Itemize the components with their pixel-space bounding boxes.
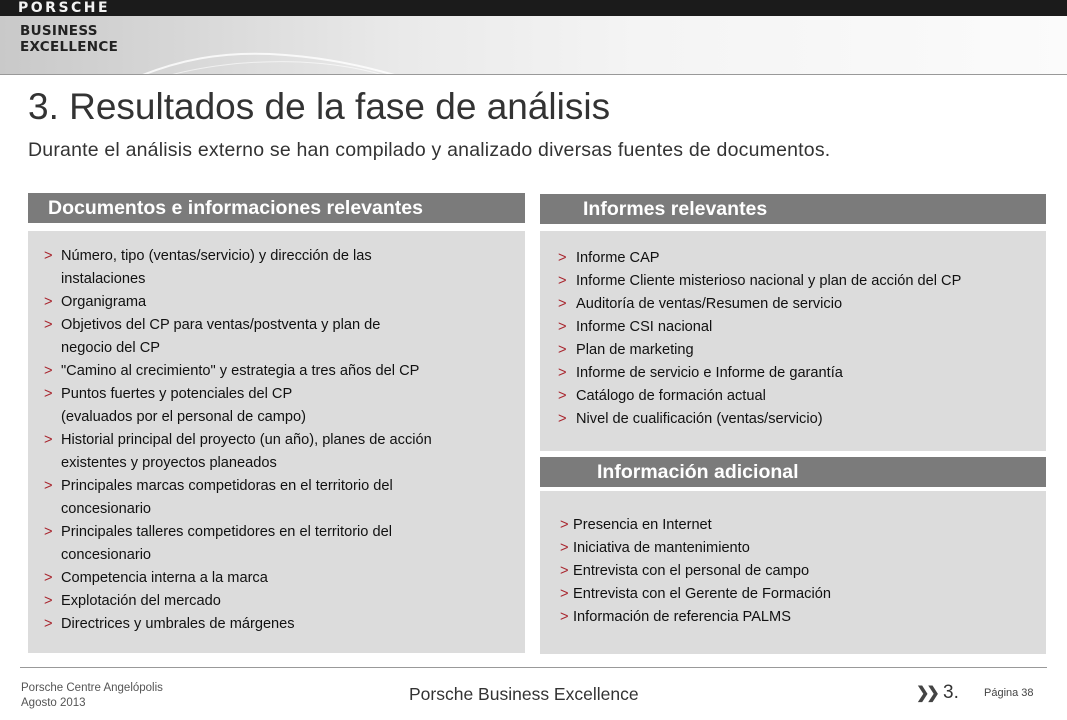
- bullet-marker-icon: >: [558, 319, 567, 335]
- list-item-text: Catálogo de formación actual: [576, 388, 766, 404]
- list-item: [560, 560, 1046, 583]
- list-item-text: Entrevista con el Gerente de Formación: [573, 586, 831, 602]
- list-item: [44, 590, 525, 613]
- list-item-text: Información de referencia PALMS: [573, 609, 791, 625]
- list-item-text: instalaciones: [61, 271, 146, 287]
- list-item-text: Puntos fuertes y potenciales del CP: [61, 386, 293, 402]
- documents-panel: [28, 231, 525, 653]
- reports-list: [558, 247, 1046, 431]
- bullet-marker-icon: >: [560, 563, 569, 579]
- bullet-marker-icon: >: [44, 570, 53, 586]
- footer-title: Porsche Business Excellence: [409, 684, 639, 704]
- list-item: [44, 314, 525, 360]
- list-item-text: Entrevista con el personal de campo: [573, 563, 810, 579]
- list-item: [560, 537, 1046, 560]
- bullet-marker-icon: >: [44, 363, 53, 379]
- list-item: [44, 245, 525, 291]
- list-item: [558, 385, 1046, 408]
- header-divider: [0, 74, 1067, 75]
- list-item: [558, 247, 1046, 270]
- bullet-marker-icon: >: [558, 342, 567, 358]
- list-item: [44, 291, 525, 314]
- list-item-text: Informe CAP: [576, 250, 660, 266]
- top-bar: [0, 0, 1067, 16]
- list-item-text: Informe CSI nacional: [576, 319, 713, 335]
- bullet-marker-icon: >: [44, 478, 53, 494]
- bullet-marker-icon: >: [44, 386, 53, 402]
- list-item-text: Principales talleres competidores en el territorio del: [61, 524, 392, 540]
- list-item-text: Historial principal del proyecto (un año), planes de acción: [61, 432, 432, 448]
- list-item-text: Informe Cliente misterioso nacional y plan de acción del CP: [576, 273, 962, 289]
- list-item-text: Número, tipo (ventas/servicio) y dirección de las: [61, 248, 372, 264]
- list-item-text: negocio del CP: [61, 340, 160, 356]
- double-chevron-icon: ❯❯: [916, 685, 937, 702]
- list-item: [558, 339, 1046, 362]
- bullet-marker-icon: >: [44, 294, 53, 310]
- list-item: [558, 293, 1046, 316]
- business-label-line1: BUSINESS: [20, 23, 98, 39]
- list-item-text: Principales marcas competidoras en el territorio del: [61, 478, 393, 494]
- footer-date: Agosto 2013: [21, 697, 86, 709]
- additional-info-panel-title: Información adicional: [540, 457, 1046, 487]
- list-item: [558, 408, 1046, 431]
- list-item-text: Plan de marketing: [576, 342, 694, 358]
- bullet-marker-icon: >: [560, 517, 569, 533]
- list-item-text: Auditoría de ventas/Resumen de servicio: [576, 296, 843, 312]
- list-item: [44, 429, 525, 475]
- bullet-marker-icon: >: [558, 365, 567, 381]
- page-subtitle: Durante el análisis externo se han compilado y analizado diversas fuentes de documentos.: [28, 139, 831, 161]
- bullet-marker-icon: >: [558, 273, 567, 289]
- footer-page-number: Página 38: [984, 687, 1034, 699]
- list-item: [44, 360, 525, 383]
- list-item: [558, 316, 1046, 339]
- reports-panel-title: Informes relevantes: [540, 194, 1046, 224]
- list-item-text: Competencia interna a la marca: [61, 570, 268, 586]
- business-label-line2: EXCELLENCE: [20, 39, 119, 55]
- bullet-marker-icon: >: [558, 250, 567, 266]
- list-item: [558, 270, 1046, 293]
- list-item-text: Organigrama: [61, 294, 147, 310]
- bullet-marker-icon: >: [44, 524, 53, 540]
- list-item: [44, 567, 525, 590]
- list-item-text: Iniciativa de mantenimiento: [573, 540, 750, 556]
- footer-section-number: 3.: [943, 682, 959, 703]
- list-item: [560, 583, 1046, 606]
- list-item-text: Objetivos del CP para ventas/postventa y plan de: [61, 317, 381, 333]
- bullet-marker-icon: >: [44, 248, 53, 264]
- additional-info-list: [560, 514, 1046, 629]
- list-item: [44, 521, 525, 567]
- bullet-marker-icon: >: [558, 411, 567, 427]
- bullet-marker-icon: >: [558, 296, 567, 312]
- list-item-text: concesionario: [61, 547, 152, 563]
- list-item: [558, 362, 1046, 385]
- brand-strip: [0, 16, 1067, 74]
- page-title: 3. Resultados de la fase de análisis: [28, 86, 611, 127]
- list-item-text: Presencia en Internet: [573, 517, 712, 533]
- list-item: [44, 383, 525, 429]
- footer-divider: [20, 667, 1047, 668]
- porsche-logo: PORSCHE: [18, 0, 111, 16]
- list-item-text: (evaluados por el personal de campo): [61, 409, 306, 425]
- footer-left: [21, 681, 163, 711]
- bullet-marker-icon: >: [44, 616, 53, 632]
- documents-list: [44, 245, 525, 636]
- list-item: [560, 514, 1046, 537]
- bullet-marker-icon: >: [44, 317, 53, 333]
- documents-panel-title: Documentos e informaciones relevantes: [28, 193, 525, 223]
- list-item-text: Explotación del mercado: [61, 593, 221, 609]
- bullet-marker-icon: >: [558, 388, 567, 404]
- bullet-marker-icon: >: [560, 609, 569, 625]
- bullet-marker-icon: >: [560, 540, 569, 556]
- list-item: [44, 475, 525, 521]
- list-item-text: Directrices y umbrales de márgenes: [61, 616, 295, 632]
- list-item-text: "Camino al crecimiento" y estrategia a tres años del CP: [61, 363, 420, 379]
- footer-dealer: Porsche Centre Angelópolis: [21, 682, 163, 694]
- list-item-text: Informe de servicio e Informe de garantía: [576, 365, 843, 381]
- list-item-text: existentes y proyectos planeados: [61, 455, 277, 471]
- list-item: [44, 613, 525, 636]
- list-item: [560, 606, 1046, 629]
- additional-info-panel: [540, 491, 1046, 654]
- reports-panel: [540, 231, 1046, 451]
- list-item-text: concesionario: [61, 501, 152, 517]
- bullet-marker-icon: >: [560, 586, 569, 602]
- list-item-text: Nivel de cualificación (ventas/servicio): [576, 411, 823, 427]
- bullet-marker-icon: >: [44, 593, 53, 609]
- bullet-marker-icon: >: [44, 432, 53, 448]
